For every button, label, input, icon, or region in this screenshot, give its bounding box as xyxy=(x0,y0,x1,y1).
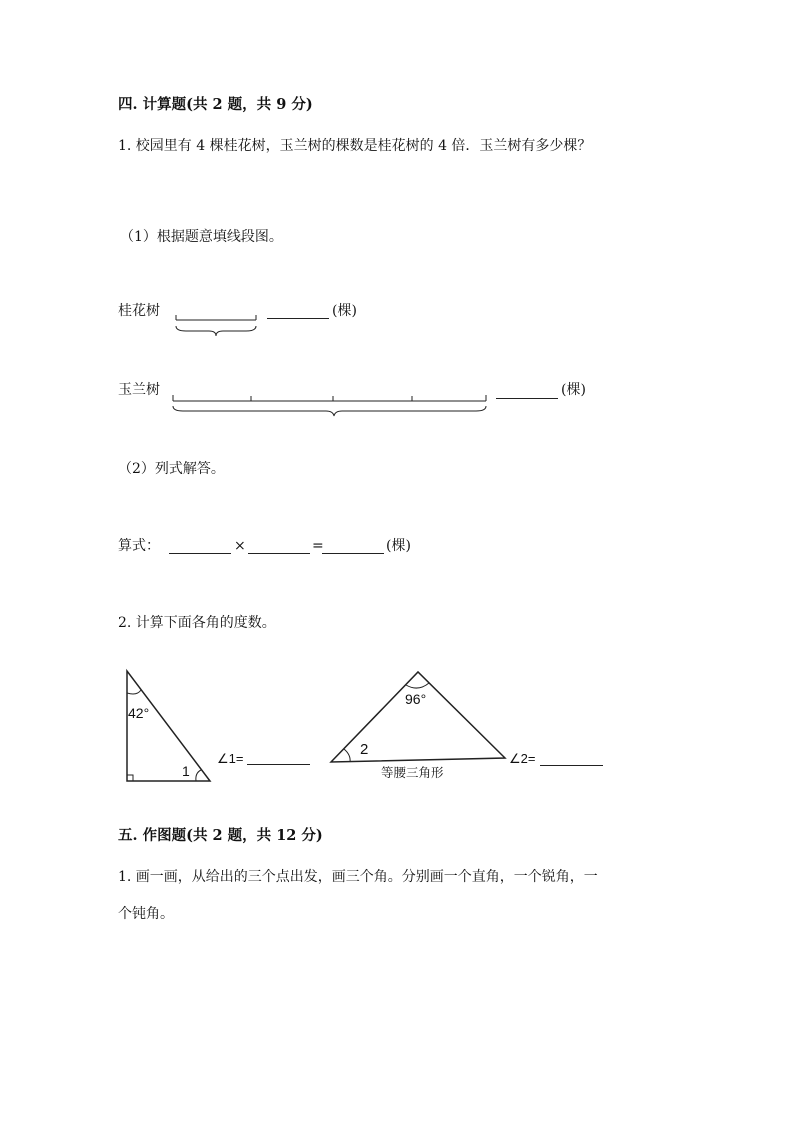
formula-unit: (棵) xyxy=(386,538,411,554)
angle-2-answer-label: ∠2= xyxy=(509,751,536,766)
isosceles-triangle xyxy=(331,672,505,762)
question-1-text: 1. 校园里有 4 棵桂花树，玉兰树的棵数是桂花树的 4 倍．玉兰树有多少棵？ xyxy=(118,138,592,154)
times-sign: × xyxy=(234,538,246,554)
right-triangle xyxy=(127,671,210,781)
formula-label: 算式： xyxy=(118,538,160,554)
magnolia-tree-label: 玉兰树 xyxy=(118,382,160,398)
magnolia-unit: (棵) xyxy=(561,382,586,398)
section-5-question-1-line-1: 1. 画一画，从给出的三个点出发，画三个角。分别画一个直角，一个锐角，一 xyxy=(118,869,598,885)
angle-42-arc xyxy=(127,690,141,694)
equals-sign: = xyxy=(312,538,324,554)
section-4-title: 四. 计算题(共 2 题，共 9 分) xyxy=(118,96,313,113)
angle-1-answer-label: ∠1= xyxy=(217,751,244,766)
section-5-question-1-line-2: 个钝角。 xyxy=(118,906,174,922)
question-1-part-2: （2）列式解答。 xyxy=(118,461,225,477)
isosceles-caption: 等腰三角形 xyxy=(381,766,444,780)
section-5-title: 五. 作图题(共 2 题，共 12 分) xyxy=(118,827,323,844)
question-1-part-1: （1）根据题意填线段图。 xyxy=(120,229,283,245)
osmanthus-tree-label: 桂花树 xyxy=(118,303,160,319)
angle-1-answer-blank[interactable] xyxy=(247,764,310,765)
angle-2-answer-blank[interactable] xyxy=(540,765,603,766)
angle-2-label: 2 xyxy=(360,741,369,758)
angle-1-label: 1 xyxy=(182,763,190,779)
right-angle-mark xyxy=(127,775,133,781)
angle-2-arc xyxy=(344,749,350,762)
angle-1-arc xyxy=(196,770,201,781)
question-2-text: 2. 计算下面各角的度数。 xyxy=(118,615,276,631)
angle-96-arc xyxy=(406,683,429,688)
angle-42-label: 42° xyxy=(128,705,150,721)
osmanthus-unit: (棵) xyxy=(332,303,357,319)
angle-96-label: 96° xyxy=(405,691,427,707)
